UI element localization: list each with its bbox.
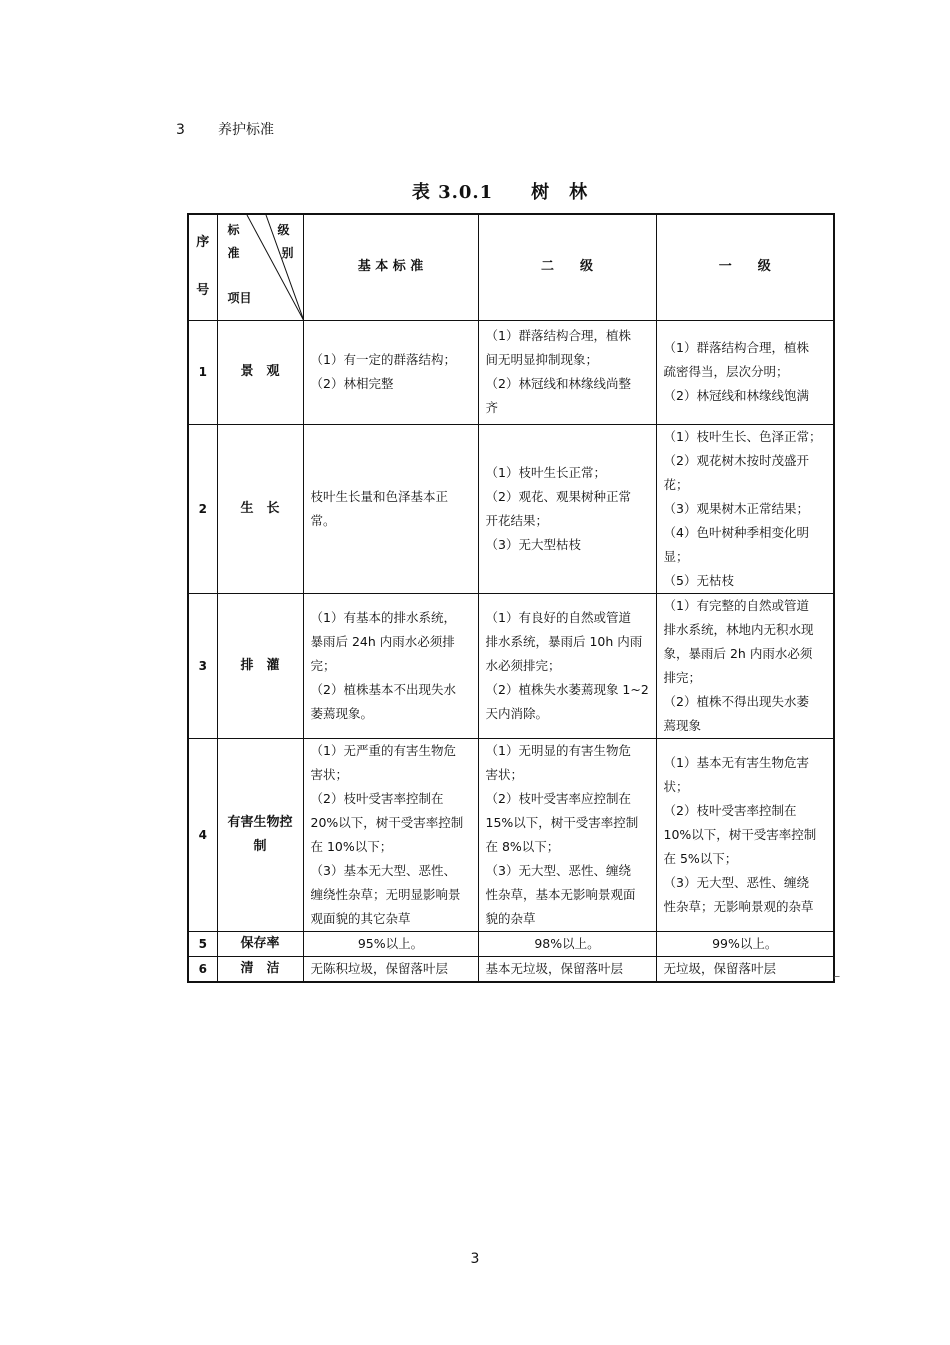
page-number: 3 bbox=[470, 1251, 480, 1267]
row-seq: 3 bbox=[188, 593, 217, 738]
cell-line: （2）植株不得出现失水萎 bbox=[663, 693, 809, 709]
cell-line: （1）基本无有害生物危害 bbox=[663, 754, 809, 770]
cell-line: （2）林冠线和林缘线尚整 bbox=[485, 376, 631, 391]
cell-line: 在 8%以下； bbox=[485, 838, 560, 854]
corner-mark: ⌐ bbox=[833, 973, 841, 983]
table-row bbox=[188, 931, 834, 956]
cell-line: 缠绕性杂草；无明显影响景 bbox=[310, 886, 461, 902]
diagonal-header-cell bbox=[217, 214, 303, 320]
cell-line: （4）色叶树种季相变化明 bbox=[663, 524, 809, 540]
cell-line: 萎蔫现象。 bbox=[310, 705, 374, 721]
table-row bbox=[188, 320, 834, 424]
row-item: 景 观 bbox=[217, 320, 303, 424]
seq-header-top: 序 bbox=[196, 235, 210, 251]
cell-basic: 无陈积垃圾，保留落叶层 bbox=[303, 956, 478, 982]
row-seq: 4 bbox=[188, 738, 217, 931]
cell-line: 暴雨后 24h 内雨水必须排 bbox=[310, 633, 455, 649]
cell-line: （5）无枯枝 bbox=[663, 572, 734, 588]
cell-line: 排水系统，暴雨后 10h 内雨 bbox=[485, 633, 643, 649]
cell-line: 显； bbox=[663, 548, 689, 564]
cell-line: （2）植株失水萎蔫现象 1~2 bbox=[485, 681, 649, 697]
cell-basic: 95%以上。 bbox=[303, 931, 478, 956]
cell-line: （1）无严重的有害生物危 bbox=[310, 742, 456, 758]
col-header-first: 一 级 bbox=[656, 214, 834, 320]
cell-first bbox=[656, 593, 834, 738]
cell-second bbox=[478, 593, 656, 738]
cell-line: 状； bbox=[663, 778, 689, 794]
cell-second bbox=[478, 320, 656, 424]
cell-line: （3）无大型、恶性、缠绕 bbox=[485, 862, 631, 878]
row-item: 生 长 bbox=[217, 424, 303, 593]
row-item: 清 洁 bbox=[217, 956, 303, 982]
cell-line: （2）枝叶受害率应控制在 bbox=[485, 790, 631, 806]
cell-line: （2）观花树木按时茂盛开 bbox=[663, 452, 809, 468]
cell-line: 开花结果； bbox=[485, 512, 549, 528]
cell-second bbox=[478, 738, 656, 931]
cell-line: （1）有良好的自然或管道 bbox=[485, 609, 631, 625]
section-title: 养护标准 bbox=[218, 122, 274, 138]
cell-line: 在 5%以下； bbox=[663, 850, 738, 866]
cell-line: （3）观果树木正常结果； bbox=[663, 500, 809, 516]
cell-line: （1）有完整的自然或管道 bbox=[663, 597, 809, 613]
cell-line: 常。 bbox=[310, 512, 336, 528]
row-seq: 2 bbox=[188, 424, 217, 593]
section-number: 3 bbox=[176, 122, 185, 138]
table-row bbox=[188, 956, 834, 982]
cell-line: （1）有一定的群落结构； bbox=[310, 352, 456, 367]
cell-line: 性杂草；无影响景观的杂草 bbox=[663, 898, 814, 914]
cell-basic bbox=[303, 593, 478, 738]
cell-line: 10%以下，树干受害率控制 bbox=[663, 826, 817, 842]
corner-standard-top: 标 bbox=[227, 223, 240, 237]
cell-line: （2）观花、观果树种正常 bbox=[485, 488, 631, 504]
cell-line: 15%以下，树干受害率控制 bbox=[485, 814, 639, 830]
row-item bbox=[217, 738, 303, 931]
cell-line: （2）枝叶受害率控制在 bbox=[663, 802, 797, 818]
cell-basic bbox=[303, 320, 478, 424]
cell-basic bbox=[303, 424, 478, 593]
cell-line: （1）群落结构合理，植株 bbox=[485, 328, 631, 343]
corner-grade-top: 级 bbox=[277, 223, 290, 237]
cell-line: 齐 bbox=[485, 400, 499, 415]
cell-line: （2）植株基本不出现失水 bbox=[310, 681, 456, 697]
seq-header bbox=[188, 214, 217, 320]
table-row bbox=[188, 424, 834, 593]
cell-line: 水必须排完； bbox=[485, 657, 561, 673]
cell-second: 98%以上。 bbox=[478, 931, 656, 956]
row-item-line: 有害生物控 bbox=[227, 814, 293, 830]
cell-line: 20%以下，树干受害率控制 bbox=[310, 814, 464, 830]
cell-line: （2）枝叶受害率控制在 bbox=[310, 790, 444, 806]
table-title: 表 3.0.1 树 林 bbox=[411, 182, 589, 203]
col-header-second: 二 级 bbox=[478, 214, 656, 320]
row-seq: 5 bbox=[188, 931, 217, 956]
cell-first: 99%以上。 bbox=[656, 931, 834, 956]
cell-line: 害状； bbox=[310, 766, 349, 782]
cell-line: （3）无大型枯枝 bbox=[485, 536, 581, 552]
cell-line: 蔫现象 bbox=[663, 717, 702, 733]
cell-line: 间无明显抑制现象； bbox=[485, 352, 599, 367]
cell-line: 害状； bbox=[485, 766, 524, 782]
section-heading bbox=[176, 121, 274, 139]
cell-line: 观面貌的其它杂草 bbox=[310, 910, 411, 926]
cell-line: 枝叶生长量和色泽基本正 bbox=[310, 488, 449, 504]
cell-line: （2）林相完整 bbox=[310, 376, 394, 391]
cell-line: 貌的杂草 bbox=[485, 910, 536, 926]
cell-first bbox=[656, 738, 834, 931]
cell-first: 无垃圾，保留落叶层 bbox=[656, 956, 834, 982]
cell-line: （1）枝叶生长正常； bbox=[485, 464, 606, 480]
cell-line: 天内消除。 bbox=[485, 705, 549, 721]
standards-table bbox=[187, 213, 835, 983]
table-row bbox=[188, 738, 834, 931]
row-seq: 6 bbox=[188, 956, 217, 982]
cell-line: （1）有基本的排水系统， bbox=[310, 609, 456, 625]
cell-line: 完； bbox=[310, 657, 336, 673]
cell-first bbox=[656, 320, 834, 424]
cell-line: （1）群落结构合理，植株 bbox=[663, 340, 809, 355]
row-seq: 1 bbox=[188, 320, 217, 424]
corner-item: 项目 bbox=[227, 291, 252, 305]
seq-header-bottom: 号 bbox=[196, 283, 210, 299]
table-row bbox=[188, 593, 834, 738]
cell-line: 性杂草，基本无影响景观面 bbox=[485, 886, 636, 902]
cell-line: 花； bbox=[663, 476, 689, 492]
cell-line: 疏密得当，层次分明； bbox=[663, 364, 789, 379]
cell-line: （1）无明显的有害生物危 bbox=[485, 742, 631, 758]
cell-second: 基本无垃圾，保留落叶层 bbox=[478, 956, 656, 982]
row-item: 排 灌 bbox=[217, 593, 303, 738]
cell-line: （3）基本无大型、恶性、 bbox=[310, 862, 456, 878]
cell-line: 排完； bbox=[663, 669, 702, 685]
cell-basic bbox=[303, 738, 478, 931]
row-item: 保存率 bbox=[217, 931, 303, 956]
col-header-basic: 基 本 标 准 bbox=[303, 214, 478, 320]
cell-line: 在 10%以下； bbox=[310, 838, 393, 854]
row-item-line: 制 bbox=[253, 838, 267, 854]
cell-line: 排水系统，林地内无积水现 bbox=[663, 621, 814, 637]
cell-line: （1）枝叶生长、色泽正常； bbox=[663, 428, 822, 444]
cell-line: （3）无大型、恶性、缠绕 bbox=[663, 874, 809, 890]
corner-grade-bottom: 别 bbox=[281, 246, 294, 260]
cell-second bbox=[478, 424, 656, 593]
cell-line: （2）林冠线和林缘线饱满 bbox=[663, 388, 809, 403]
corner-standard-bottom: 准 bbox=[227, 246, 240, 260]
cell-line: 象，暴雨后 2h 内雨水必须 bbox=[663, 645, 813, 661]
cell-first bbox=[656, 424, 834, 593]
